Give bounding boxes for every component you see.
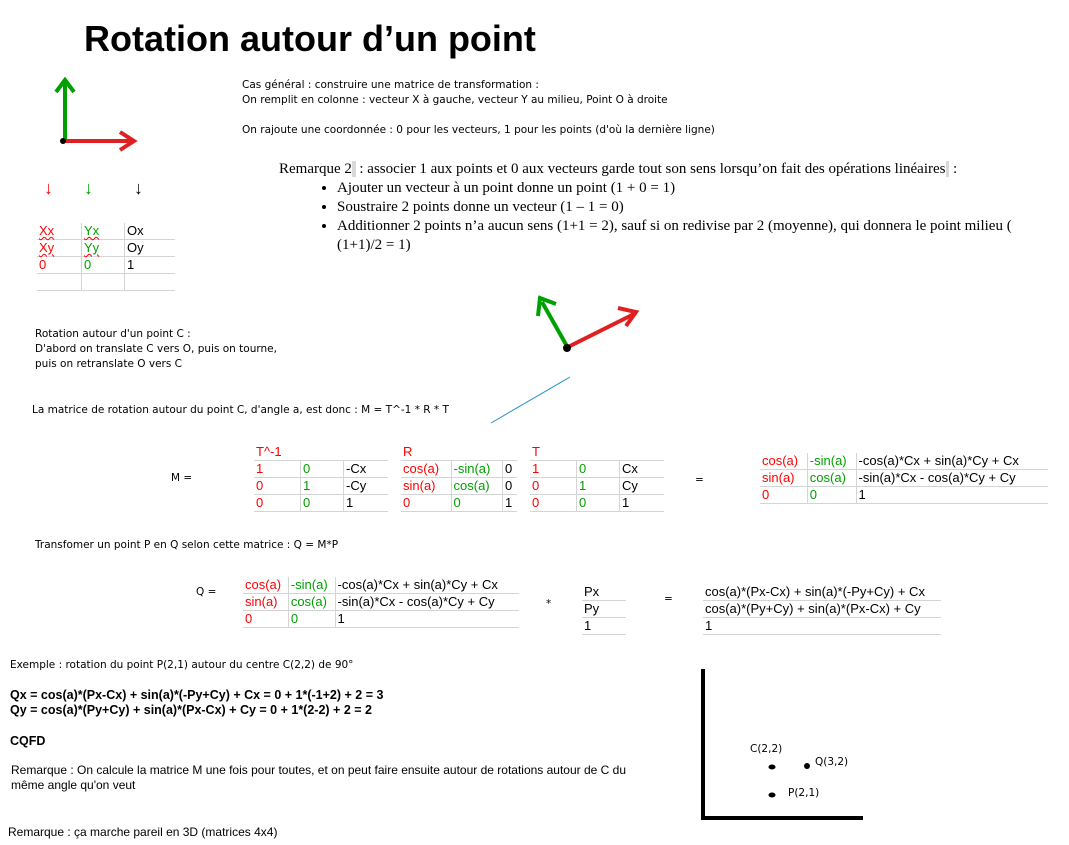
matrix-cell: 1 — [254, 461, 301, 478]
matrix-cell: -sin(a) — [451, 461, 503, 478]
rotation-intro-1: Rotation autour d'un point C : — [35, 328, 191, 340]
matrix-cell: 0 — [301, 461, 344, 478]
matrix-cell: 1 — [582, 618, 626, 635]
matrix-cell: Cy — [620, 478, 665, 495]
matrix-cell: 1 — [335, 611, 519, 628]
matrix-cell: 0 — [254, 495, 301, 512]
label-q: Q(3,2) — [815, 756, 849, 768]
down-arrow-green-icon: ↓ — [84, 178, 93, 198]
point-q — [804, 763, 810, 769]
label-c: C(2,2) — [750, 743, 783, 755]
intro-line-2: On remplit en colonne : vecteur X à gauche, vecteur Y au milieu, Point O à droite — [242, 94, 668, 106]
matrix-cell: Yy — [82, 240, 125, 257]
cqfd: CQFD — [10, 734, 46, 748]
vector-p — [582, 584, 626, 635]
matrix-r — [401, 444, 517, 512]
equals-sign: = — [695, 474, 704, 486]
matrix-cell: Px — [582, 584, 626, 601]
matrix-cell: cos(a)*(Px-Cx) + sin(a)*(-Py+Cy) + Cx — [703, 584, 941, 601]
matrix-cell: 0 — [37, 257, 82, 274]
matrix-cell: cos(a) — [760, 453, 807, 470]
multiply-sign: * — [546, 598, 552, 610]
matrix-cell: -sin(a) — [288, 577, 335, 594]
matrix-cell: -sin(a)*Cx - cos(a)*Cy + Cy — [856, 470, 1048, 487]
matrix-cell: -cos(a)*Cx + sin(a)*Cy + Cx — [335, 577, 519, 594]
point-p — [769, 793, 776, 798]
remarque-3d: Remarque : ça marche pareil en 3D (matrices 4x4) — [8, 825, 278, 839]
vector-q-result — [703, 584, 941, 635]
matrix-cell: 0 — [503, 461, 517, 478]
transform-statement: Transfomer un point P en Q selon cette matrice : Q = M*P — [35, 539, 339, 551]
matrix-cell: 0 — [82, 257, 125, 274]
matrix-cell: -Cx — [344, 461, 389, 478]
list-item: • Additionner 2 points n’a aucun sens (1+1 = 2), sauf si on redivise par 2 (moyenne), qui donnera le point milieu ( (1+1)/2 = 1) — [337, 217, 1059, 255]
matrix-cell: cos(a) — [451, 478, 503, 495]
matrix-cell: 1 — [620, 495, 665, 512]
matrix-t — [530, 444, 664, 512]
matrix-cell: sin(a) — [243, 594, 288, 611]
rotation-intro-3: puis on retranslate O vers C — [35, 358, 182, 370]
q-label: Q = — [196, 586, 217, 598]
remarque-m: Remarque : On calcule la matrice M une fois pour toutes, et on peut faire ensuite autour de rotations autour de C du même angle qu'on veut — [11, 763, 627, 792]
matrix-cell: -sin(a)*Cx - cos(a)*Cy + Cy — [335, 594, 519, 611]
matrix-cell: 0 — [577, 461, 620, 478]
matrix-cell: 1 — [856, 487, 1048, 504]
matrix-cell: cos(a) — [288, 594, 335, 611]
matrix-cell: 0 — [807, 487, 856, 504]
matrix-cell: sin(a) — [401, 478, 451, 495]
rotation-intro-2: D'abord on translate C vers O, puis on tourne, — [35, 343, 277, 355]
matrix-cell: cos(a) — [243, 577, 288, 594]
matrix-t-inverse — [254, 444, 388, 512]
point-diagram — [695, 665, 870, 825]
matrix-cell: 0 — [401, 495, 451, 512]
matrix-m-result — [760, 453, 1048, 504]
matrix-cell: Xx — [37, 223, 82, 240]
matrix-cell: 1 — [503, 495, 517, 512]
matrix-cell: cos(a)*(Py+Cy) + sin(a)*(Px-Cx) + Cy — [703, 601, 941, 618]
down-arrow-red-icon: ↓ — [44, 178, 53, 198]
matrix-cell: 0 — [254, 478, 301, 495]
matrix-cell: 0 — [451, 495, 503, 512]
matrix-cell: 0 — [577, 495, 620, 512]
intro-line-3: On rajoute une coordonnée : 0 pour les vecteurs, 1 pour les points (d'où la dernière ligne) — [242, 124, 715, 136]
qy-formula: Qy = cos(a)*(Py+Cy) + sin(a)*(Px-Cx) + Cy = 0 + 1*(2-2) + 2 = 2 — [10, 703, 372, 717]
matrix-cell: 0 — [503, 478, 517, 495]
matrix-header: T — [530, 444, 664, 461]
matrix-cell: Oy — [125, 240, 176, 257]
matrix-cell: 0 — [301, 495, 344, 512]
matrix-cell: cos(a) — [401, 461, 451, 478]
down-arrow-black-icon: ↓ — [134, 178, 143, 198]
m-label: M = — [171, 472, 193, 484]
matrix-cell: 1 — [301, 478, 344, 495]
matrix-cell: 0 — [530, 495, 577, 512]
basic-matrix — [37, 223, 175, 291]
matrix-header: T^-1 — [254, 444, 388, 461]
axes-figure — [40, 70, 150, 160]
rotated-axes-figure — [530, 290, 645, 360]
page-title: Rotation autour d’un point — [84, 18, 536, 59]
matrix-cell: -sin(a) — [807, 453, 856, 470]
label-p: P(2,1) — [788, 787, 820, 799]
matrix-cell: 1 — [344, 495, 389, 512]
remarque-2-title: Remarque 2 : associer 1 aux points et 0 aux vecteurs garde tout son sens lorsqu’on fait des opérations linéaires : — [279, 161, 958, 177]
example-text: Exemple : rotation du point P(2,1) autour du centre C(2,2) de 90° — [10, 659, 354, 671]
point-c — [769, 765, 776, 770]
list-item: • Soustraire 2 points donne un vecteur (1 – 1 = 0) — [337, 198, 1059, 217]
equals-sign-2: = — [664, 593, 673, 605]
matrix-cell: 1 — [530, 461, 577, 478]
matrix-cell: 0 — [760, 487, 807, 504]
matrix-cell: 1 — [703, 618, 941, 635]
matrix-cell: Py — [582, 601, 626, 618]
remarque-2 — [279, 160, 1059, 255]
matrix-cell: 0 — [288, 611, 335, 628]
matrix-m — [243, 577, 519, 628]
matrix-cell: 1 — [125, 257, 176, 274]
matrix-cell: Ox — [125, 223, 176, 240]
matrix-cell: 0 — [243, 611, 288, 628]
remarque-2-list — [279, 179, 1059, 255]
matrix-cell: 0 — [530, 478, 577, 495]
matrix-cell: sin(a) — [760, 470, 807, 487]
matrix-cell: 1 — [577, 478, 620, 495]
matrix-cell: -Cy — [344, 478, 389, 495]
matrix-cell: Cx — [620, 461, 665, 478]
matrix-cell: Yx — [82, 223, 125, 240]
list-item: • Ajouter un vecteur à un point donne un point (1 + 0 = 1) — [337, 179, 1059, 198]
matrix-cell: cos(a) — [807, 470, 856, 487]
matrix-cell: Xy — [37, 240, 82, 257]
matrix-cell: -cos(a)*Cx + sin(a)*Cy + Cx — [856, 453, 1048, 470]
intro-line-1: Cas général : construire une matrice de transformation : — [242, 79, 539, 91]
qx-formula: Qx = cos(a)*(Px-Cx) + sin(a)*(-Py+Cy) + Cx = 0 + 1*(-1+2) + 2 = 3 — [10, 688, 384, 702]
matrix-statement: La matrice de rotation autour du point C, d'angle a, est donc : M = T^-1 * R * T — [32, 404, 449, 416]
blue-line — [488, 374, 574, 426]
matrix-header: R — [401, 444, 517, 461]
